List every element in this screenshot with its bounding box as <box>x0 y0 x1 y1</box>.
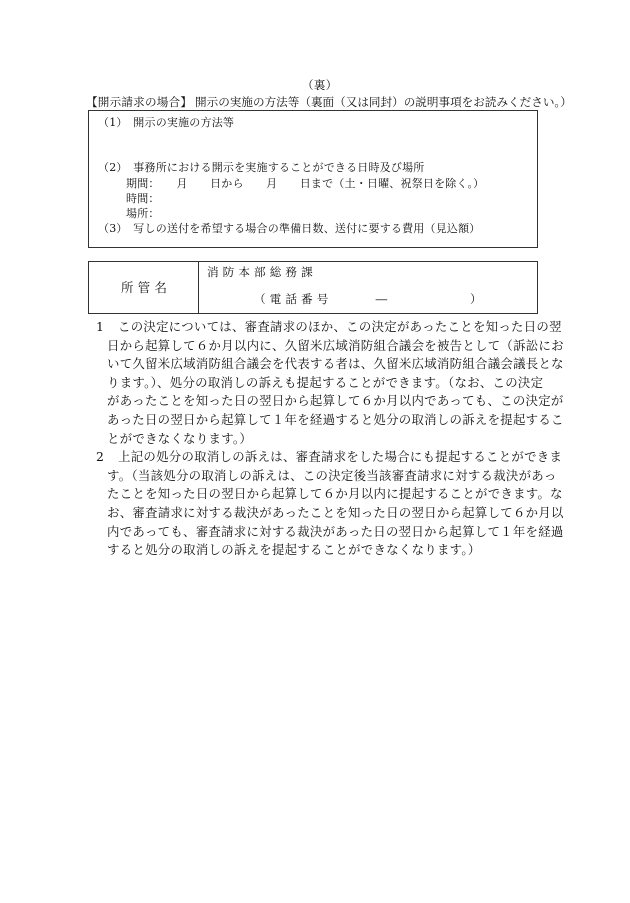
note-1-line: 日から起算して６か月以内に、久留米広域消防組合議会を被告として（訴訟にお <box>107 337 564 353</box>
note-1-line: とができなくなります。） <box>107 430 253 446</box>
note-2-number: 2 <box>96 449 105 465</box>
office-box-divider <box>198 261 199 314</box>
note-2-line: す。（当該処分の取消しの訴えは、この決定後当該審査請求に対する裁決があっ <box>107 467 557 483</box>
place-line: 場所： <box>126 207 160 220</box>
office-name: 消 防 本 部 総 務 課 <box>207 265 313 279</box>
office-label: 所 管 名 <box>121 280 168 295</box>
note-2-line: たことを知った日の翌日から起算して６か月以内に提起することができます。な <box>107 486 563 502</box>
item-3-label: （3） 写しの送付を希望する場合の準備日数、送付に要する費用（見込額） <box>98 222 481 235</box>
note-2-line: すると処分の取消しの訴えを提起することができなくなります。） <box>107 542 481 558</box>
item-2-label: （2） 事務所における開示を実施することができる日時及び場所 <box>98 161 425 174</box>
item-1-label: （1） 開示の実施の方法等 <box>98 116 235 129</box>
section-label: 【開示請求の場合】 <box>86 95 193 109</box>
section-title: 開示の実施の方法等（裏面（又は同封）の説明事項をお読みください。） <box>195 95 572 109</box>
note-1-line: いて久留米広域消防組合議会を代表する者は、久留米広域消防組合議会議長とな <box>107 356 564 372</box>
note-2-line: 上記の処分の取消しの訴えは、審査請求をした場合にも提起することができま <box>118 449 563 465</box>
note-2-line: 内であっても、審査請求に対する裁決があった日の翌日から起算して１年を経過 <box>107 523 564 539</box>
period-line: 期間： 月 日から 月 日まで（土・日曜、祝祭日を除く。） <box>126 177 485 190</box>
note-1-line: あった日の翌日から起算して１年を経過すると処分の取消しの訴えを提起するこ <box>107 412 564 427</box>
page-side-label: （裏） <box>302 78 338 92</box>
note-1-line: があったことを知った日の翌日から起算して６か月以内であっても、この決定が <box>107 393 564 409</box>
time-line: 時間： <box>126 192 160 205</box>
note-1-number: 1 <box>96 319 105 334</box>
office-phone: （ 電 話 番 号 ― ） <box>254 292 482 306</box>
note-2-line: お、審査請求に対する裁決があったことを知った日の翌日から起算して６か月以 <box>107 505 564 520</box>
note-1-line: この決定については、審査請求のほか、この決定があったことを知った日の翌 <box>118 319 562 334</box>
note-1-line: ります。）、処分の取消しの訴えも提起することができます。（なお、この決定 <box>107 374 544 390</box>
